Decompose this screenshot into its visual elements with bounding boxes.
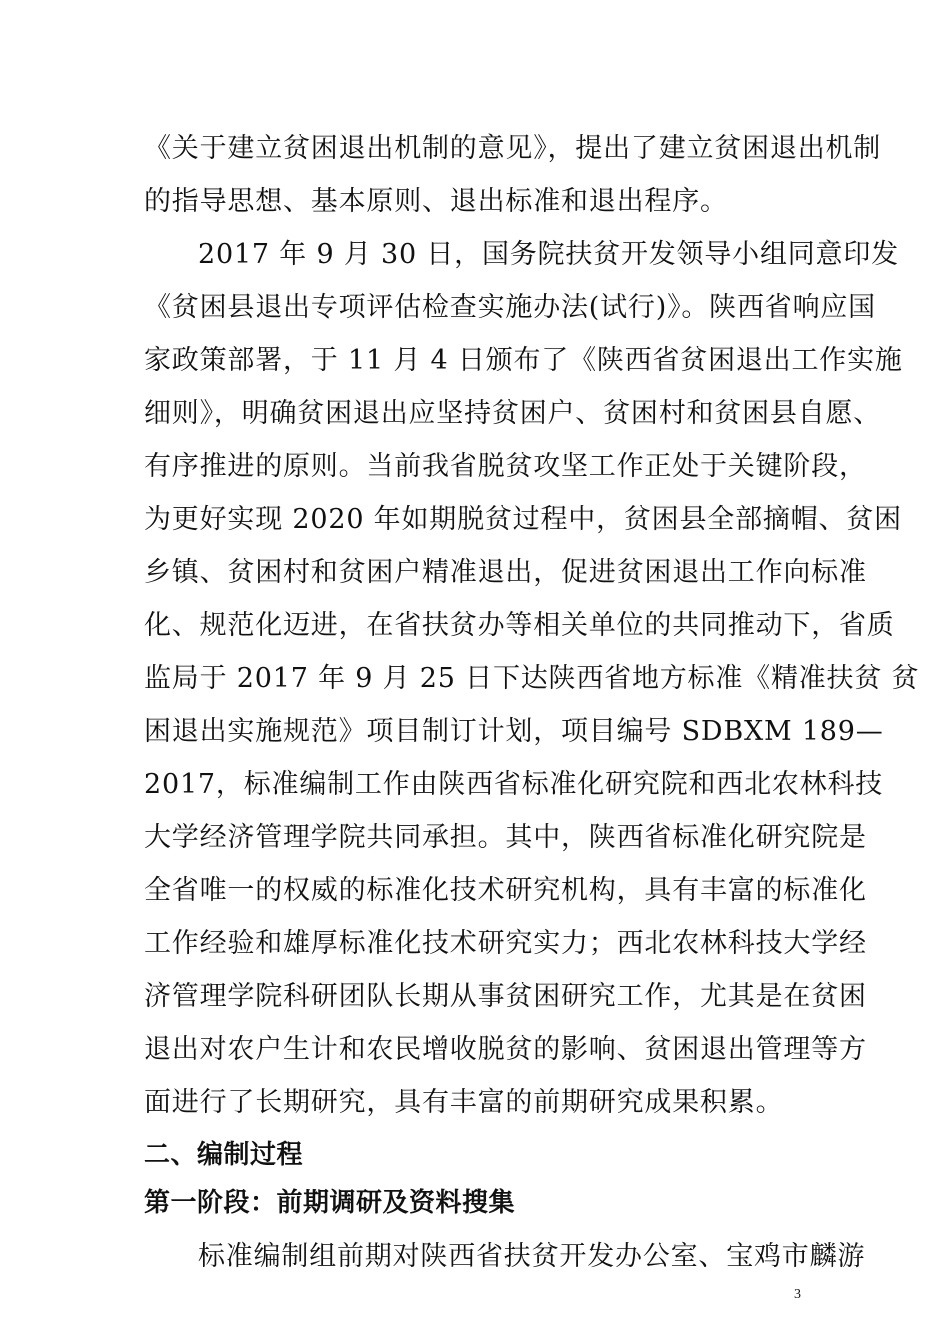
- body-text-line: 《关于建立贫困退出机制的意见》，提出了建立贫困退出机制: [144, 133, 882, 164]
- paragraph-first-line: 2017 年 9 月 30 日，国务院扶贫开发领导小组同意印发: [198, 239, 899, 270]
- body-text-line: 乡镇、贫困村和贫困户精准退出，促进贫困退出工作向标准: [144, 557, 867, 588]
- paragraph-first-line: 标准编制组前期对陕西省扶贫开发办公室、宝鸡市麟游: [198, 1241, 866, 1272]
- body-text-line: 大学经济管理学院共同承担。其中，陕西省标准化研究院是: [144, 822, 867, 853]
- body-text-line: 面进行了长期研究，具有丰富的前期研究成果积累。: [144, 1087, 784, 1118]
- body-text-line: 监局于 2017 年 9 月 25 日下达陕西省地方标准《精准扶贫 贫: [144, 663, 920, 694]
- body-text-line: 退出对农户生计和农民增收脱贫的影响、贫困退出管理等方: [144, 1034, 867, 1065]
- subsection-heading: 第一阶段：前期调研及资料搜集: [144, 1188, 516, 1218]
- body-text-line: 的指导思想、基本原则、退出标准和退出程序。: [144, 186, 728, 217]
- body-text-line: 困退出实施规范》项目制订计划，项目编号 SDBXM 189—: [144, 716, 884, 747]
- body-text-line: 家政策部署，于 11 月 4 日颁布了《陕西省贫困退出工作实施: [144, 345, 903, 376]
- section-heading: 二、编制过程: [144, 1140, 304, 1170]
- body-text-line: 为更好实现 2020 年如期脱贫过程中，贫困县全部摘帽、贫困: [144, 504, 902, 535]
- body-text-line: 化、规范化迈进，在省扶贫办等相关单位的共同推动下，省质: [144, 610, 895, 641]
- body-text-line: 工作经验和雄厚标准化技术研究实力；西北农林科技大学经: [144, 928, 867, 959]
- body-text-line: 2017，标准编制工作由陕西省标准化研究院和西北农林科技: [144, 769, 884, 800]
- body-text-line: 《贫困县退出专项评估检查实施办法(试行)》。陕西省响应国: [144, 292, 876, 323]
- page-number: 3: [794, 1287, 801, 1302]
- body-text-line: 济管理学院科研团队长期从事贫困研究工作，尤其是在贫困: [144, 981, 867, 1012]
- body-text-line: 有序推进的原则。当前我省脱贫攻坚工作正处于关键阶段，: [144, 451, 867, 482]
- body-text-line: 全省唯一的权威的标准化技术研究机构，具有丰富的标准化: [144, 875, 867, 906]
- body-text-line: 细则》，明确贫困退出应坚持贫困户、贫困村和贫困县自愿、: [144, 398, 882, 429]
